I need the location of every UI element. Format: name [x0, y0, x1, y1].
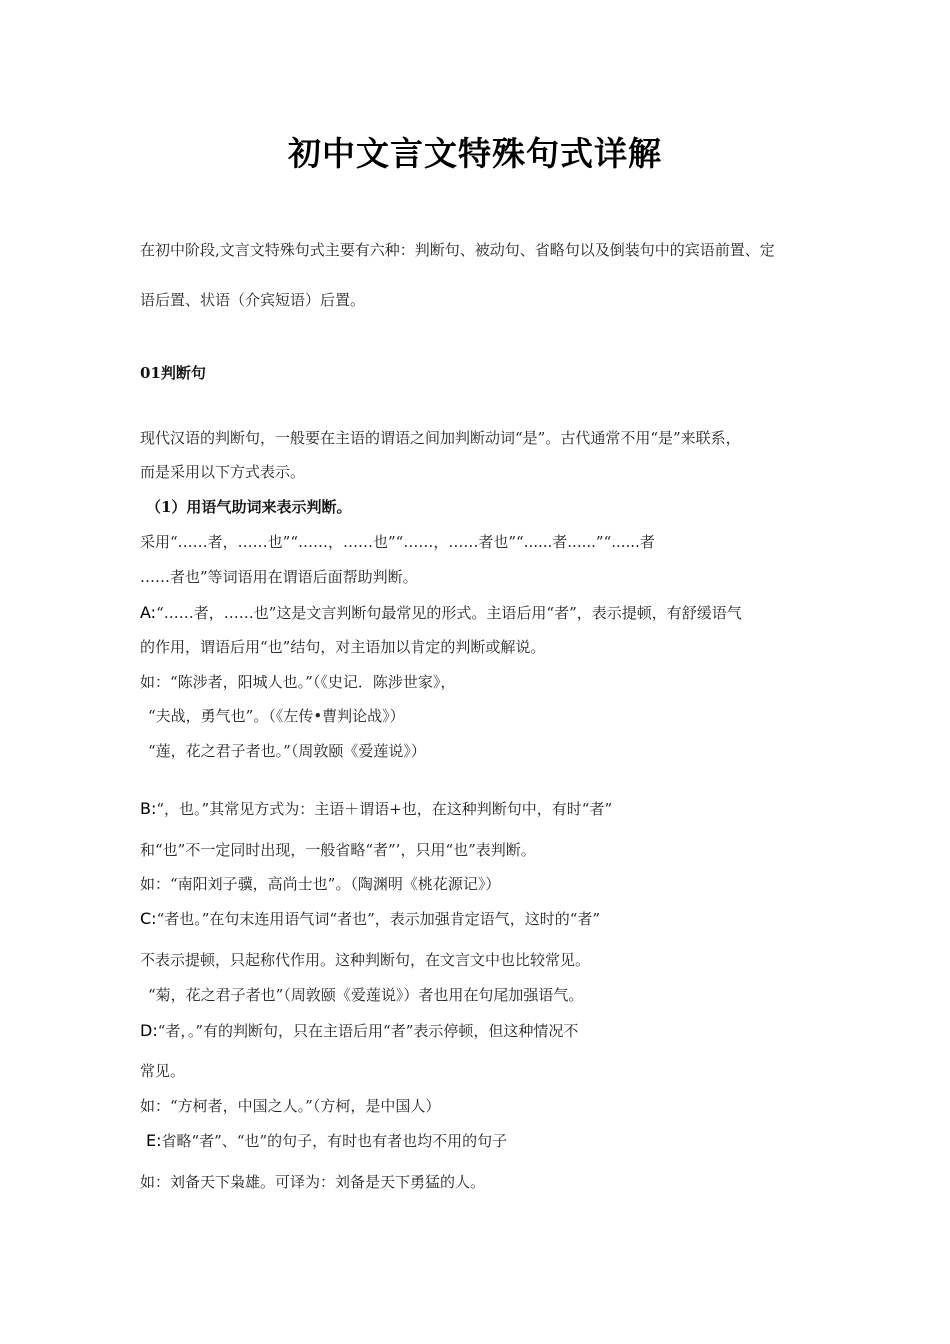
example-line: “夫战，勇气也”。（《左传•曹判论战》）: [148, 707, 405, 725]
example-line: 如：刘备天下枭雄。可译为：刘备是天下勇猛的人。: [140, 1173, 486, 1191]
item-a-text: “……者，……也”这是文言判断句最常见的形式。主语后用“者”，表示提顿，有舒缓语气: [156, 604, 742, 622]
paragraph-line: 采用“……者，……也”“……，……也”“……，……者也”“......者......”“......者: [140, 533, 655, 551]
paragraph-line: 现代汉语的判断句，一般要在主语的谓语之间加判断动词“是”。古代通常不用“是”来联系，: [140, 429, 741, 447]
item-e-text: 省略“者”、“也”的句子，有时也有者也均不用的句子: [161, 1132, 508, 1150]
example-line: 如：“方柯者，中国之人。”（方柯，是中国人）: [140, 1097, 441, 1115]
item-a-line-2: 的作用，谓语后用“也”结句，对主语加以肯定的判断或解说。: [140, 638, 546, 656]
item-d-text: “者，。”有的判断句，只在主语后用“者”表示停顿，但这种情况不: [157, 1022, 579, 1040]
example-line: “莲，花之君子者也。”（周敦颐《爱莲说》）: [148, 742, 426, 760]
item-e-line-1: [146, 1131, 507, 1151]
item-c-line-2: 不表示提顿，只起称代作用。这种判断句，在文言文中也比较常见。: [140, 951, 591, 969]
paragraph-line: 而是采用以下方式表示。: [140, 463, 306, 481]
item-b-line-1: [140, 799, 612, 819]
item-c-line-1: [140, 909, 600, 929]
item-b-line-2: 和“也”不一定同时出现，一般省略“者”’，只用“也”表判断。: [140, 841, 536, 859]
item-a-prefix: A:: [140, 603, 157, 622]
section-heading: 01判断句: [140, 364, 206, 382]
subheading: （1）用语气助词来表示判断。: [146, 498, 352, 516]
item-c-text: “者也。”在句末连用语气词“者也”，表示加强肯定语气，这时的“者”: [156, 910, 601, 928]
item-c-prefix: C:: [140, 909, 157, 928]
example-line: 如：“陈涉者，阳城人也。”（《史记．陈涉世家》，: [140, 673, 456, 691]
item-e-prefix: E:: [146, 1131, 162, 1150]
item-d-line-1: [140, 1021, 578, 1041]
intro-line-1: 在初中阶段,文言文特殊句式主要有六种：判断句、被动句、省略句以及倒装句中的宾语前置、定: [140, 241, 775, 259]
page-title: 初中文言文特殊句式详解: [288, 134, 662, 173]
intro-line-2: 语后置、状语（介宾短语）后置。: [140, 291, 366, 309]
item-d-line-2: 常见。: [140, 1062, 186, 1080]
item-b-prefix: B:: [140, 799, 157, 818]
example-line: 如：“南阳刘子骥，高尚士也”。（陶渊明《桃花源记》）: [140, 875, 501, 893]
item-a-line-1: [140, 603, 742, 623]
item-b-text: “，也。”其常见方式为：主语＋谓语+也，在这种判断句中，有时“者”: [156, 800, 613, 818]
paragraph-line: ……者也”等词语用在谓语后面帮助判断。: [140, 568, 418, 586]
item-d-prefix: D:: [140, 1021, 158, 1040]
example-line: “菊，花之君子者也”（周敦颐《爱莲说》）者也用在句尾加强语气。: [148, 986, 584, 1004]
